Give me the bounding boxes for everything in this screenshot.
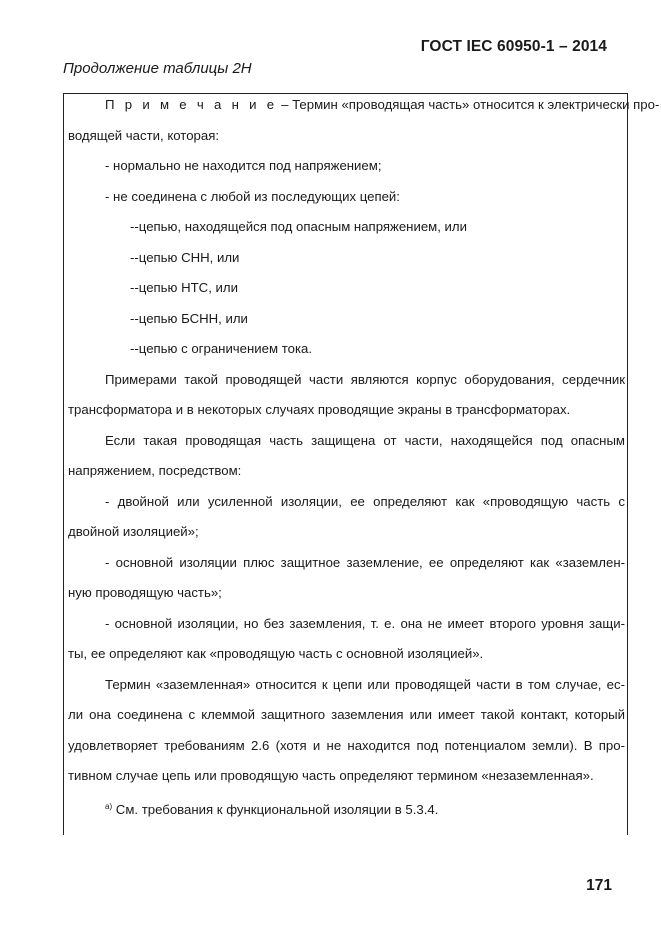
- paragraph-earthed-line-3: удовлетворяет требованиям 2.6 (хотя и не находится под потенциалом земли). В про-: [68, 738, 625, 753]
- note-subitem: --цепью СНН, или: [130, 250, 240, 265]
- table-continuation-caption: Продолжение таблицы 2H: [63, 60, 252, 77]
- paragraph-examples-line-1: Примерами такой проводящей части являются корпус оборудования, сердечник: [105, 372, 625, 387]
- note-subitem: --цепью НТС, или: [130, 280, 238, 295]
- bullet-earthed-line-2: ную проводящую часть»;: [68, 585, 222, 600]
- note-subitem: --цепью, находящейся под опасным напряжением, или: [130, 219, 467, 234]
- paragraph-protected-line-1: Если такая проводящая часть защищена от части, находящейся под опасным: [105, 433, 625, 448]
- note-subitem: --цепью с ограничением тока.: [130, 341, 313, 356]
- paragraph-earthed-line-4: тивном случае цепь или проводящую часть определяют термином «незаземленная».: [68, 768, 594, 783]
- note-line-1: [68, 96, 660, 114]
- bullet-double-insulation-line-2: двойной изоляцией»;: [68, 524, 199, 539]
- note-item-2: - не соединена с любой из последующих цепей:: [105, 189, 400, 204]
- footnote-text: См. требования к функциональной изоляции в 5.3.4.: [112, 802, 439, 817]
- paragraph-earthed-line-1: Термин «заземленная» относится к цепи или проводящей части в том случае, ес-: [105, 677, 625, 692]
- paragraph-earthed-line-2: ли она соединена с клеммой защитного заземления или имеет такой контакт, который: [68, 707, 625, 722]
- note-subitem: --цепью БСНН, или: [130, 311, 248, 326]
- bullet-basic-insulation-line-2: ты, ее определяют как «проводящую часть с основной изоляцией».: [68, 646, 484, 661]
- bullet-earthed-line-1: - основной изоляции плюс защитное заземление, ее определяют как «заземлен-: [105, 555, 625, 570]
- note-item-1: - нормально не находится под напряжением;: [105, 158, 382, 173]
- note-label: П р и м е ч а н и е: [105, 97, 278, 112]
- footnote-mark: а): [105, 802, 113, 811]
- page-number: 171: [586, 877, 612, 894]
- bullet-basic-insulation-line-1: - основной изоляции, но без заземления, т. е. она не имеет второго уровня защи-: [105, 616, 625, 631]
- paragraph-examples-line-2: трансформатора и в некоторых случаях проводящие экраны в трансформаторах.: [68, 402, 571, 417]
- paragraph-protected-line-2: напряжением, посредством:: [68, 463, 242, 478]
- footnote: [68, 798, 625, 819]
- note-line-1-text: – Термин «проводящая часть» относится к электрически про-: [277, 97, 660, 112]
- document-header: ГОСТ IEC 60950-1 – 2014: [420, 38, 607, 55]
- note-line-2: водящей части, которая:: [68, 128, 219, 143]
- bullet-double-insulation-line-1: - двойной или усиленной изоляции, ее определяют как «проводящую часть с: [105, 494, 625, 509]
